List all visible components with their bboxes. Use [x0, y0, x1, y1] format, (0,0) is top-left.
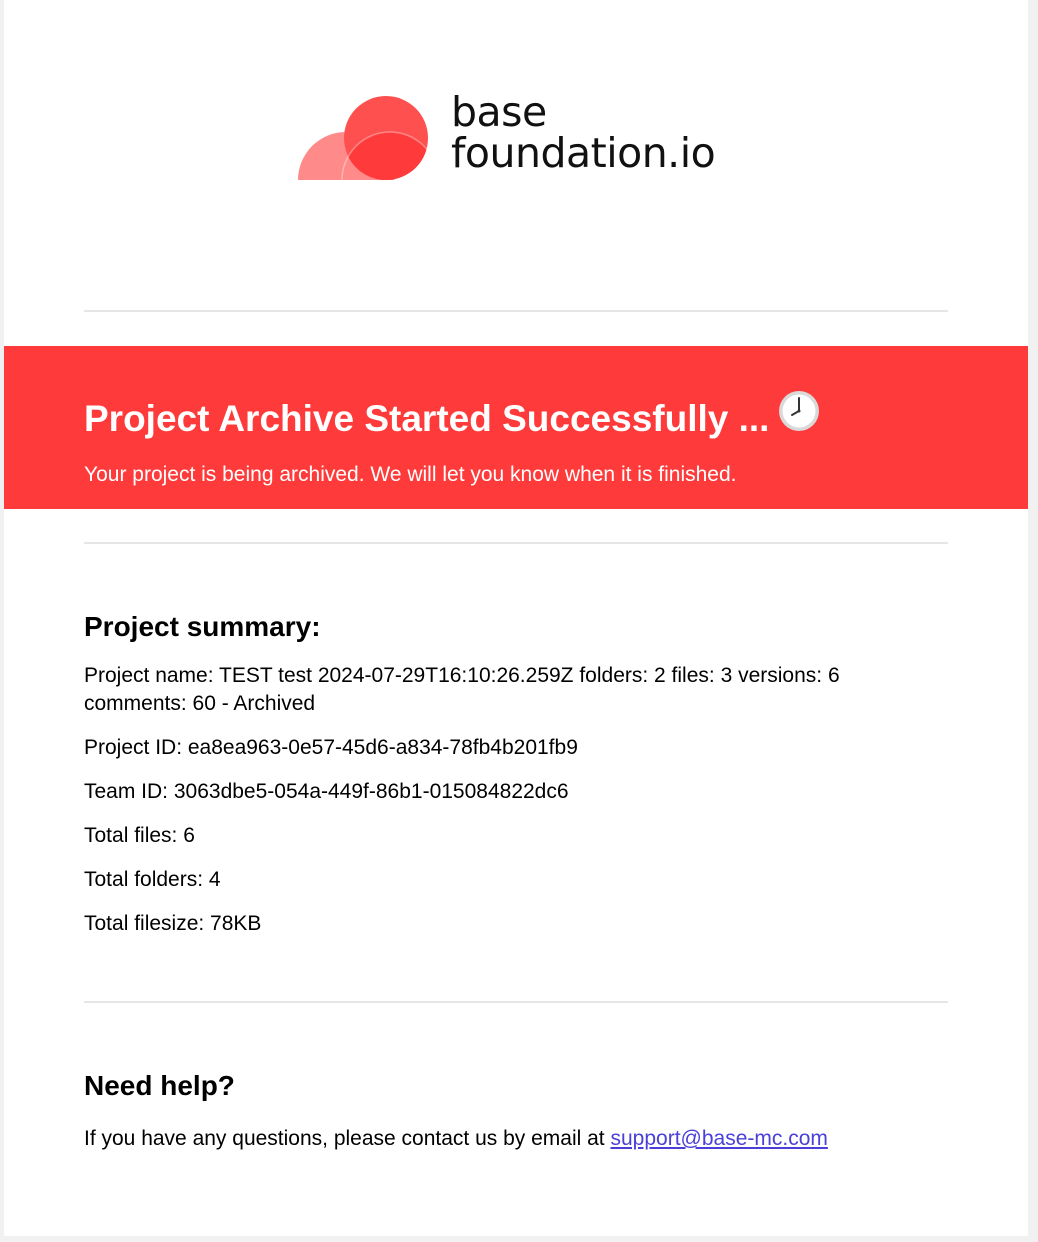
brand-line-2: foundation.io	[451, 129, 716, 177]
summary-project-name: Project name: TEST test 2024-07-29T16:10:26.259Z folders: 2 files: 3 versions: 6 comments: 60 - Archived	[84, 664, 840, 715]
brand-logo	[296, 90, 736, 190]
summary-project-id: Project ID: ea8ea963-0e57-45d6-a834-78fb4b201fb9	[84, 736, 578, 759]
brand-wordmark	[451, 88, 716, 177]
logo-mark-icon	[296, 90, 436, 190]
summary-total-filesize: Total filesize: 78KB	[84, 912, 262, 935]
summary-total-folders: Total folders: 4	[84, 868, 221, 891]
clock-icon	[777, 389, 821, 443]
summary-heading: Project summary:	[84, 611, 321, 642]
divider-top	[84, 310, 948, 312]
divider-after-banner	[84, 542, 948, 544]
brand-line-1: base	[451, 88, 547, 136]
email-page	[4, 0, 1028, 1236]
summary-total-files: Total files: 6	[84, 824, 195, 847]
divider-before-help	[84, 1001, 948, 1003]
help-heading: Need help?	[84, 1070, 235, 1101]
banner-title-text: Project Archive Started Successfully ...	[84, 397, 770, 439]
banner-subtitle: Your project is being archived. We will let you know when it is finished.	[84, 463, 737, 486]
banner-title	[84, 394, 821, 448]
status-banner	[4, 346, 1028, 509]
summary-team-id: Team ID: 3063dbe5-054a-449f-86b1-015084822dc6	[84, 780, 569, 803]
support-email-link[interactable]: support@base-mc.com	[610, 1127, 828, 1150]
help-text	[84, 1125, 944, 1153]
help-text-body: If you have any questions, please contact us by email at	[84, 1127, 611, 1150]
